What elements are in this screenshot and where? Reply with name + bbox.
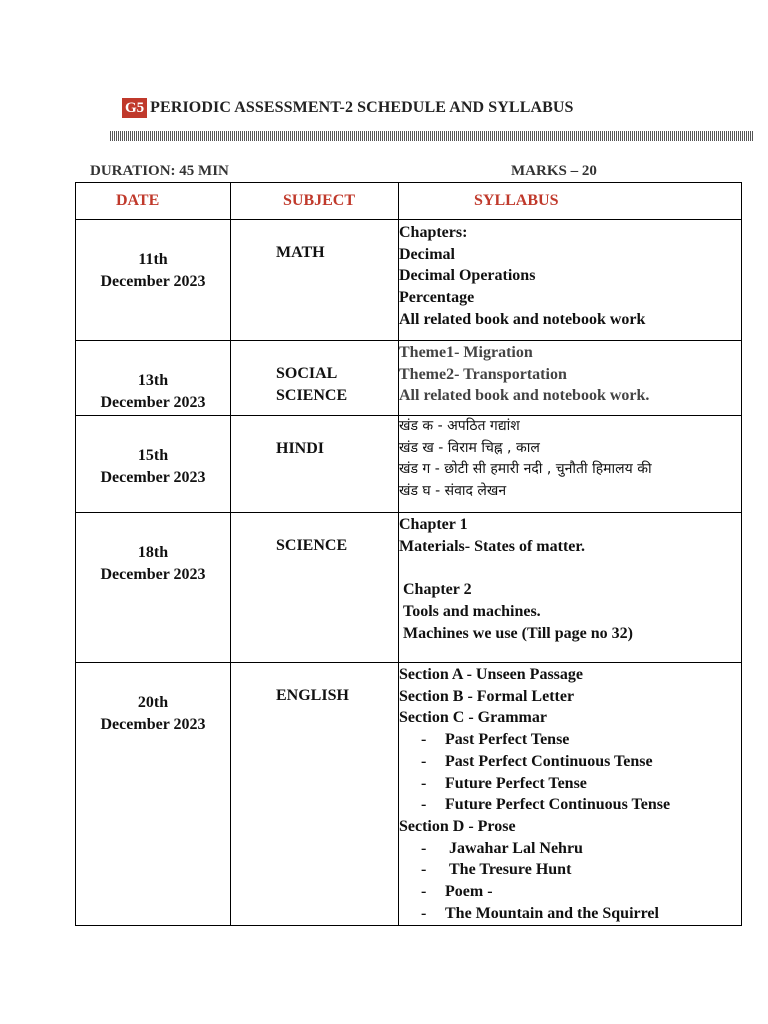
list-item (399, 773, 741, 795)
table-row (76, 341, 742, 416)
marks-label: MARKS – 20 (511, 163, 597, 179)
list-item-text: Future Perfect Tense (445, 774, 587, 792)
syllabus-cell (399, 663, 742, 926)
bullet-dash: - (421, 752, 427, 770)
decorative-rule (110, 131, 754, 141)
bullet-dash: - (421, 774, 427, 792)
date-cell (76, 341, 231, 416)
list-item-text: Jawahar Lal Nehru (449, 839, 583, 857)
date-month: December 2023 (100, 566, 206, 583)
date-day: 18th (137, 544, 169, 561)
subject-name: ENGLISH (276, 687, 349, 704)
grade-badge: G5 (122, 98, 147, 118)
syllabus-line: Section B - Formal Letter (399, 687, 575, 705)
syllabus-line: Section A - Unseen Passage (399, 666, 583, 683)
syllabus-line: खंड ख - विराम चिह्न , काल (399, 439, 540, 456)
table-row (76, 220, 742, 341)
list-item-text: Future Perfect Continuous Tense (445, 796, 671, 814)
syllabus-line: खंड ग - छोटी सी हमारी नदी , चुनौती हिमालय की (399, 461, 652, 478)
bullet-dash: - (421, 883, 427, 901)
date-day: 11th (138, 251, 168, 268)
table-row (76, 416, 742, 513)
date-cell (76, 513, 231, 663)
table-row (76, 663, 742, 926)
syllabus-cell (399, 416, 742, 513)
column-header-syllabus: SYLLABUS (399, 183, 742, 220)
syllabus-line: Tools and machines. (403, 602, 541, 620)
subject-cell (231, 663, 399, 926)
list-item-text: Past Perfect Tense (445, 731, 570, 749)
page-title: PERIODIC ASSESSMENT-2 SCHEDULE AND SYLLABUS (150, 99, 574, 116)
syllabus-line: खंड क - अपठित गद्यांश (399, 418, 520, 434)
document-header (122, 97, 574, 119)
subject-name: SCIENCE (276, 537, 348, 554)
subject-name: SCIENCE (276, 387, 348, 404)
list-item (399, 729, 741, 751)
date-day: 15th (137, 447, 169, 464)
list-item (399, 751, 741, 773)
syllabus-line: Chapters: (399, 224, 468, 241)
syllabus-line: Machines we use (Till page no 32) (403, 624, 633, 642)
table-header-row (76, 183, 742, 220)
list-item (399, 881, 741, 903)
syllabus-line: Chapter 1 (399, 516, 468, 533)
date-cell (76, 220, 231, 341)
date-month: December 2023 (100, 394, 206, 411)
subject-cell (231, 513, 399, 663)
list-item-text: Past Perfect Continuous Tense (445, 752, 653, 770)
bullet-dash: - (421, 731, 427, 749)
syllabus-line: Chapter 2 (403, 581, 472, 599)
bullet-dash: - (421, 839, 427, 857)
list-item-text: Poem - (445, 883, 493, 901)
subject-name: SOCIAL (276, 365, 338, 382)
date-cell (76, 663, 231, 926)
syllabus-line (399, 557, 741, 579)
syllabus-line: Materials- States of matter. (399, 537, 586, 555)
date-day: 13th (137, 372, 169, 389)
list-item (399, 794, 741, 816)
list-item-text: The Tresure Hunt (449, 861, 572, 879)
date-day: 20th (137, 694, 169, 711)
date-month: December 2023 (100, 716, 206, 733)
list-item-text: The Mountain and the Squirrel (445, 904, 659, 922)
syllabus-line: Section C - Grammar (399, 709, 547, 727)
schedule-table (75, 182, 742, 926)
subject-cell (231, 416, 399, 513)
subject-cell (231, 220, 399, 341)
column-header-date: DATE (76, 183, 231, 220)
list-item (399, 859, 741, 881)
syllabus-line: खंड घ - संवाद लेखन (399, 483, 507, 500)
syllabus-cell (399, 341, 742, 416)
subject-cell (231, 341, 399, 416)
syllabus-line: Section D - Prose (399, 817, 516, 835)
date-cell (76, 416, 231, 513)
syllabus-line: Theme1- Migration (399, 344, 533, 361)
date-month: December 2023 (100, 273, 206, 290)
syllabus-cell (399, 513, 742, 663)
syllabus-line: Decimal (399, 245, 455, 263)
subject-name: HINDI (276, 440, 325, 457)
bullet-dash: - (421, 861, 427, 879)
syllabus-line: All related book and notebook work (399, 310, 646, 328)
date-month: December 2023 (100, 469, 206, 486)
syllabus-line: Percentage (399, 289, 475, 307)
bullet-dash: - (421, 796, 427, 814)
table-row (76, 513, 742, 663)
column-header-subject: SUBJECT (231, 183, 399, 220)
list-item (399, 838, 741, 860)
syllabus-cell (399, 220, 742, 341)
syllabus-line: All related book and notebook work. (399, 387, 650, 405)
list-item (399, 903, 741, 925)
syllabus-line: Theme2- Transportation (399, 365, 567, 383)
subject-name: MATH (276, 244, 325, 261)
duration-label: DURATION: 45 MIN (90, 163, 229, 179)
bullet-dash: - (421, 904, 427, 922)
syllabus-line: Decimal Operations (399, 267, 536, 285)
